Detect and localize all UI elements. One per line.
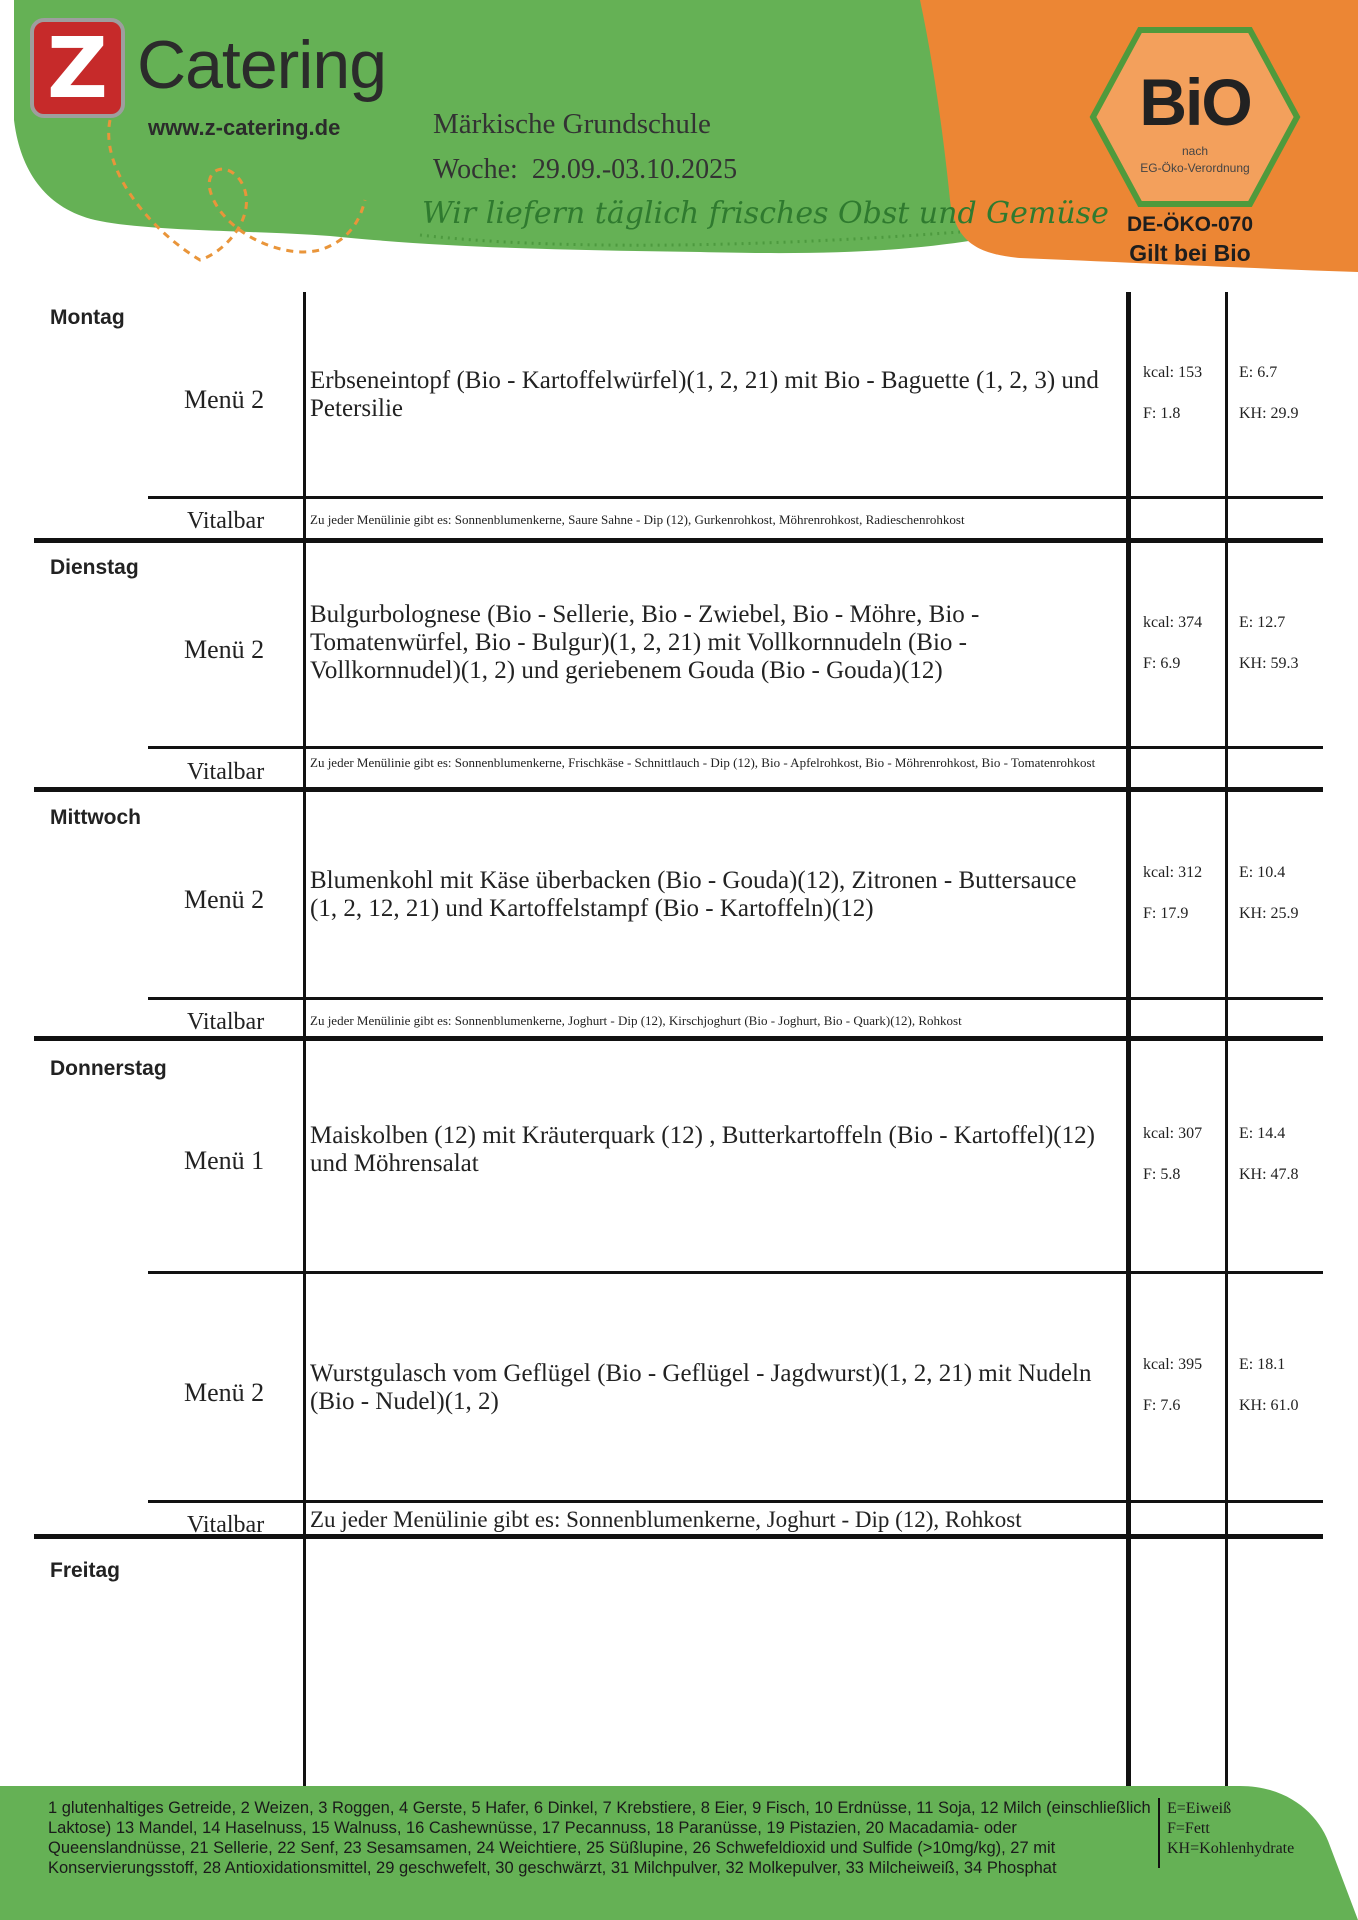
legend-fat: F=Fett [1167,1820,1210,1837]
nutrition-carbs: KH: 61.0 [1239,1397,1299,1414]
vitalbar-text: Zu jeder Menülinie gibt es: Sonnenblumenkerne, Joghurt - Dip (12), Rohkost [310,1507,1022,1532]
nutrition-protein: E: 12.7 [1239,614,1286,631]
bio-note: Gilt bei Bio [1129,240,1251,266]
vitalbar-label: Vitalbar [187,759,265,785]
allergen-legend: 1 glutenhaltiges Getreide, 2 Weizen, 3 Roggen, 4 Gerste, 5 Hafer, 6 Dinkel, 7 Krebstiere, 8 Eier, 9 Fisch, 10 Erdnüsse, 11 Soja, 12 Milch (einschließlich Laktose) 13 Mandel, 14 Haselnuss, 15 Walnuss, 16 Cashewnüsse, 17 Pecannuss, 18 Paranüsse, 19 Pistazien, 20 Macadamia- oder Queenslandnüsse, 21 Sellerie, 22 Senf, 23 Sesamsamen, 24 Weichtiere, 25 Süßlupine, 26 Schwefeldioxid und Sulfide (>10mg/kg), 27 mit Konservierungsstoff, 28 Antioxidationsmittel, 29 geschwefelt, 30 geschwärzt, 31 Milchpulver, 32 Molkepulver, 33 Milcheiweiß, 34 Phosphat [48,1799,1151,1877]
vitalbar-label: Vitalbar [187,1512,265,1538]
column-divider-label [303,292,306,1792]
menu-label: Menü 2 [184,1378,265,1407]
nutrition-fat: F: 5.8 [1143,1166,1181,1183]
nutrition-kcal: kcal: 153 [1143,364,1203,381]
vitalbar-label: Vitalbar [187,1009,265,1035]
nutrition-kcal: kcal: 395 [1143,1356,1203,1373]
vitalbar-text: Zu jeder Menülinie gibt es: Sonnenblumenkerne, Saure Sahne - Dip (12), Gurkenrohkost, Möhrenrohkost, Radieschenrohkost [310,512,965,527]
vitalbar-divider [148,746,1323,749]
website-url[interactable]: www.z-catering.de [148,115,341,140]
logo-badge [30,18,125,118]
day-divider [34,538,1323,543]
nutrition-fat: F: 1.8 [1143,405,1181,422]
slogan: Wir liefern täglich frisches Obst und Gemüse [422,196,1109,231]
logo-wordmark: Catering [137,27,387,103]
column-divider-dish [1126,292,1131,1792]
menu-label: Menü 2 [184,635,265,664]
vitalbar-divider [148,496,1323,499]
nutrition-protein: E: 10.4 [1239,864,1286,881]
menu-divider [148,1271,1323,1274]
day-divider [34,787,1323,792]
school-name: Märkische Grundschule [433,108,711,140]
nutrition-protein: E: 6.7 [1239,364,1278,381]
bio-code: DE-ÖKO-070 [1126,213,1254,236]
nutrition-carbs: KH: 25.9 [1239,905,1299,922]
nutrition-protein: E: 18.1 [1239,1356,1286,1373]
logo-letter: Z [47,19,108,117]
day-label: Freitag [50,1559,121,1582]
menu-label: Menü 2 [184,385,265,414]
footer-divider [1158,1798,1160,1868]
nutrition-kcal: kcal: 307 [1143,1125,1203,1142]
nutrition-kcal: kcal: 374 [1143,614,1203,631]
day-label: Donnerstag [50,1057,167,1080]
menu-label: Menü 1 [184,1146,265,1175]
day-label: Mittwoch [50,806,141,829]
nutrition-fat: F: 17.9 [1143,905,1189,922]
dish-description: Wurstgulasch vom Geflügel (Bio - Geflügel - Jagdwurst)(1, 2, 21) mit Nudeln (Bio - Nudel)(1, 2) [310,1360,1092,1415]
dish-description: Erbseneintopf (Bio - Kartoffelwürfel)(1, 2, 21) mit Bio - Baguette (1, 2, 3) und Petersilie [310,367,1099,422]
vitalbar-divider [148,1500,1323,1503]
bio-seal-word: BiO [1139,65,1251,139]
vitalbar-text: Zu jeder Menülinie gibt es: Sonnenblumenkerne, Joghurt - Dip (12), Kirschjoghurt (Bio - Joghurt, Bio - Quark)(12), Rohkost [310,1013,962,1028]
day-divider [34,1036,1323,1041]
vitalbar-label: Vitalbar [187,508,265,534]
vitalbar-text: Zu jeder Menülinie gibt es: Sonnenblumenkerne, Frischkäse - Schnittlauch - Dip (12), Bio - Apfelrohkost, Bio - Möhrenrohkost, Bio - Tomatenrohkost [310,755,1096,770]
week-line [433,154,737,186]
nutrition-protein: E: 14.4 [1239,1125,1286,1142]
menu-label: Menü 2 [184,885,265,914]
legend-carbs: KH=Kohlenhydrate [1167,1840,1295,1857]
week-label: Woche: [433,154,518,185]
legend-protein: E=Eiweiß [1167,1800,1232,1817]
dish-description: Blumenkohl mit Käse überbacken (Bio - Gouda)(12), Zitronen - Buttersauce (1, 2, 12, 21) und Kartoffelstampf (Bio - Kartoffeln)(12) [310,867,1077,922]
nutrition-fat: F: 7.6 [1143,1397,1181,1414]
dish-description: Bulgurbolognese (Bio - Sellerie, Bio - Zwiebel, Bio - Möhre, Bio - Tomatenwürfel, Bio - Bulgur)(1, 2, 21) mit Vollkornnudeln (Bio - Vollkornnudel)(1, 2) und geriebenem Gouda (Bio - Gouda)(12) [310,601,980,684]
nutrition-carbs: KH: 59.3 [1239,655,1299,672]
bio-seal-regulation: EG-Öko-Verordnung [1140,161,1250,175]
column-divider-nutrition [1225,292,1228,1792]
nutrition-kcal: kcal: 312 [1143,864,1203,881]
vitalbar-divider [148,997,1323,1000]
day-label: Montag [50,306,125,329]
nutrition-carbs: KH: 29.9 [1239,405,1299,422]
day-label: Dienstag [50,556,139,579]
nutrition-fat: F: 6.9 [1143,655,1181,672]
bio-seal-nach: nach [1181,144,1209,158]
week-range: 29.09.-03.10.2025 [531,154,738,185]
nutrition-carbs: KH: 47.8 [1239,1166,1299,1183]
dish-description: Maiskolben (12) mit Kräuterquark (12) , Butterkartoffeln (Bio - Kartoffel)(12) und Möhrensalat [310,1122,1095,1177]
